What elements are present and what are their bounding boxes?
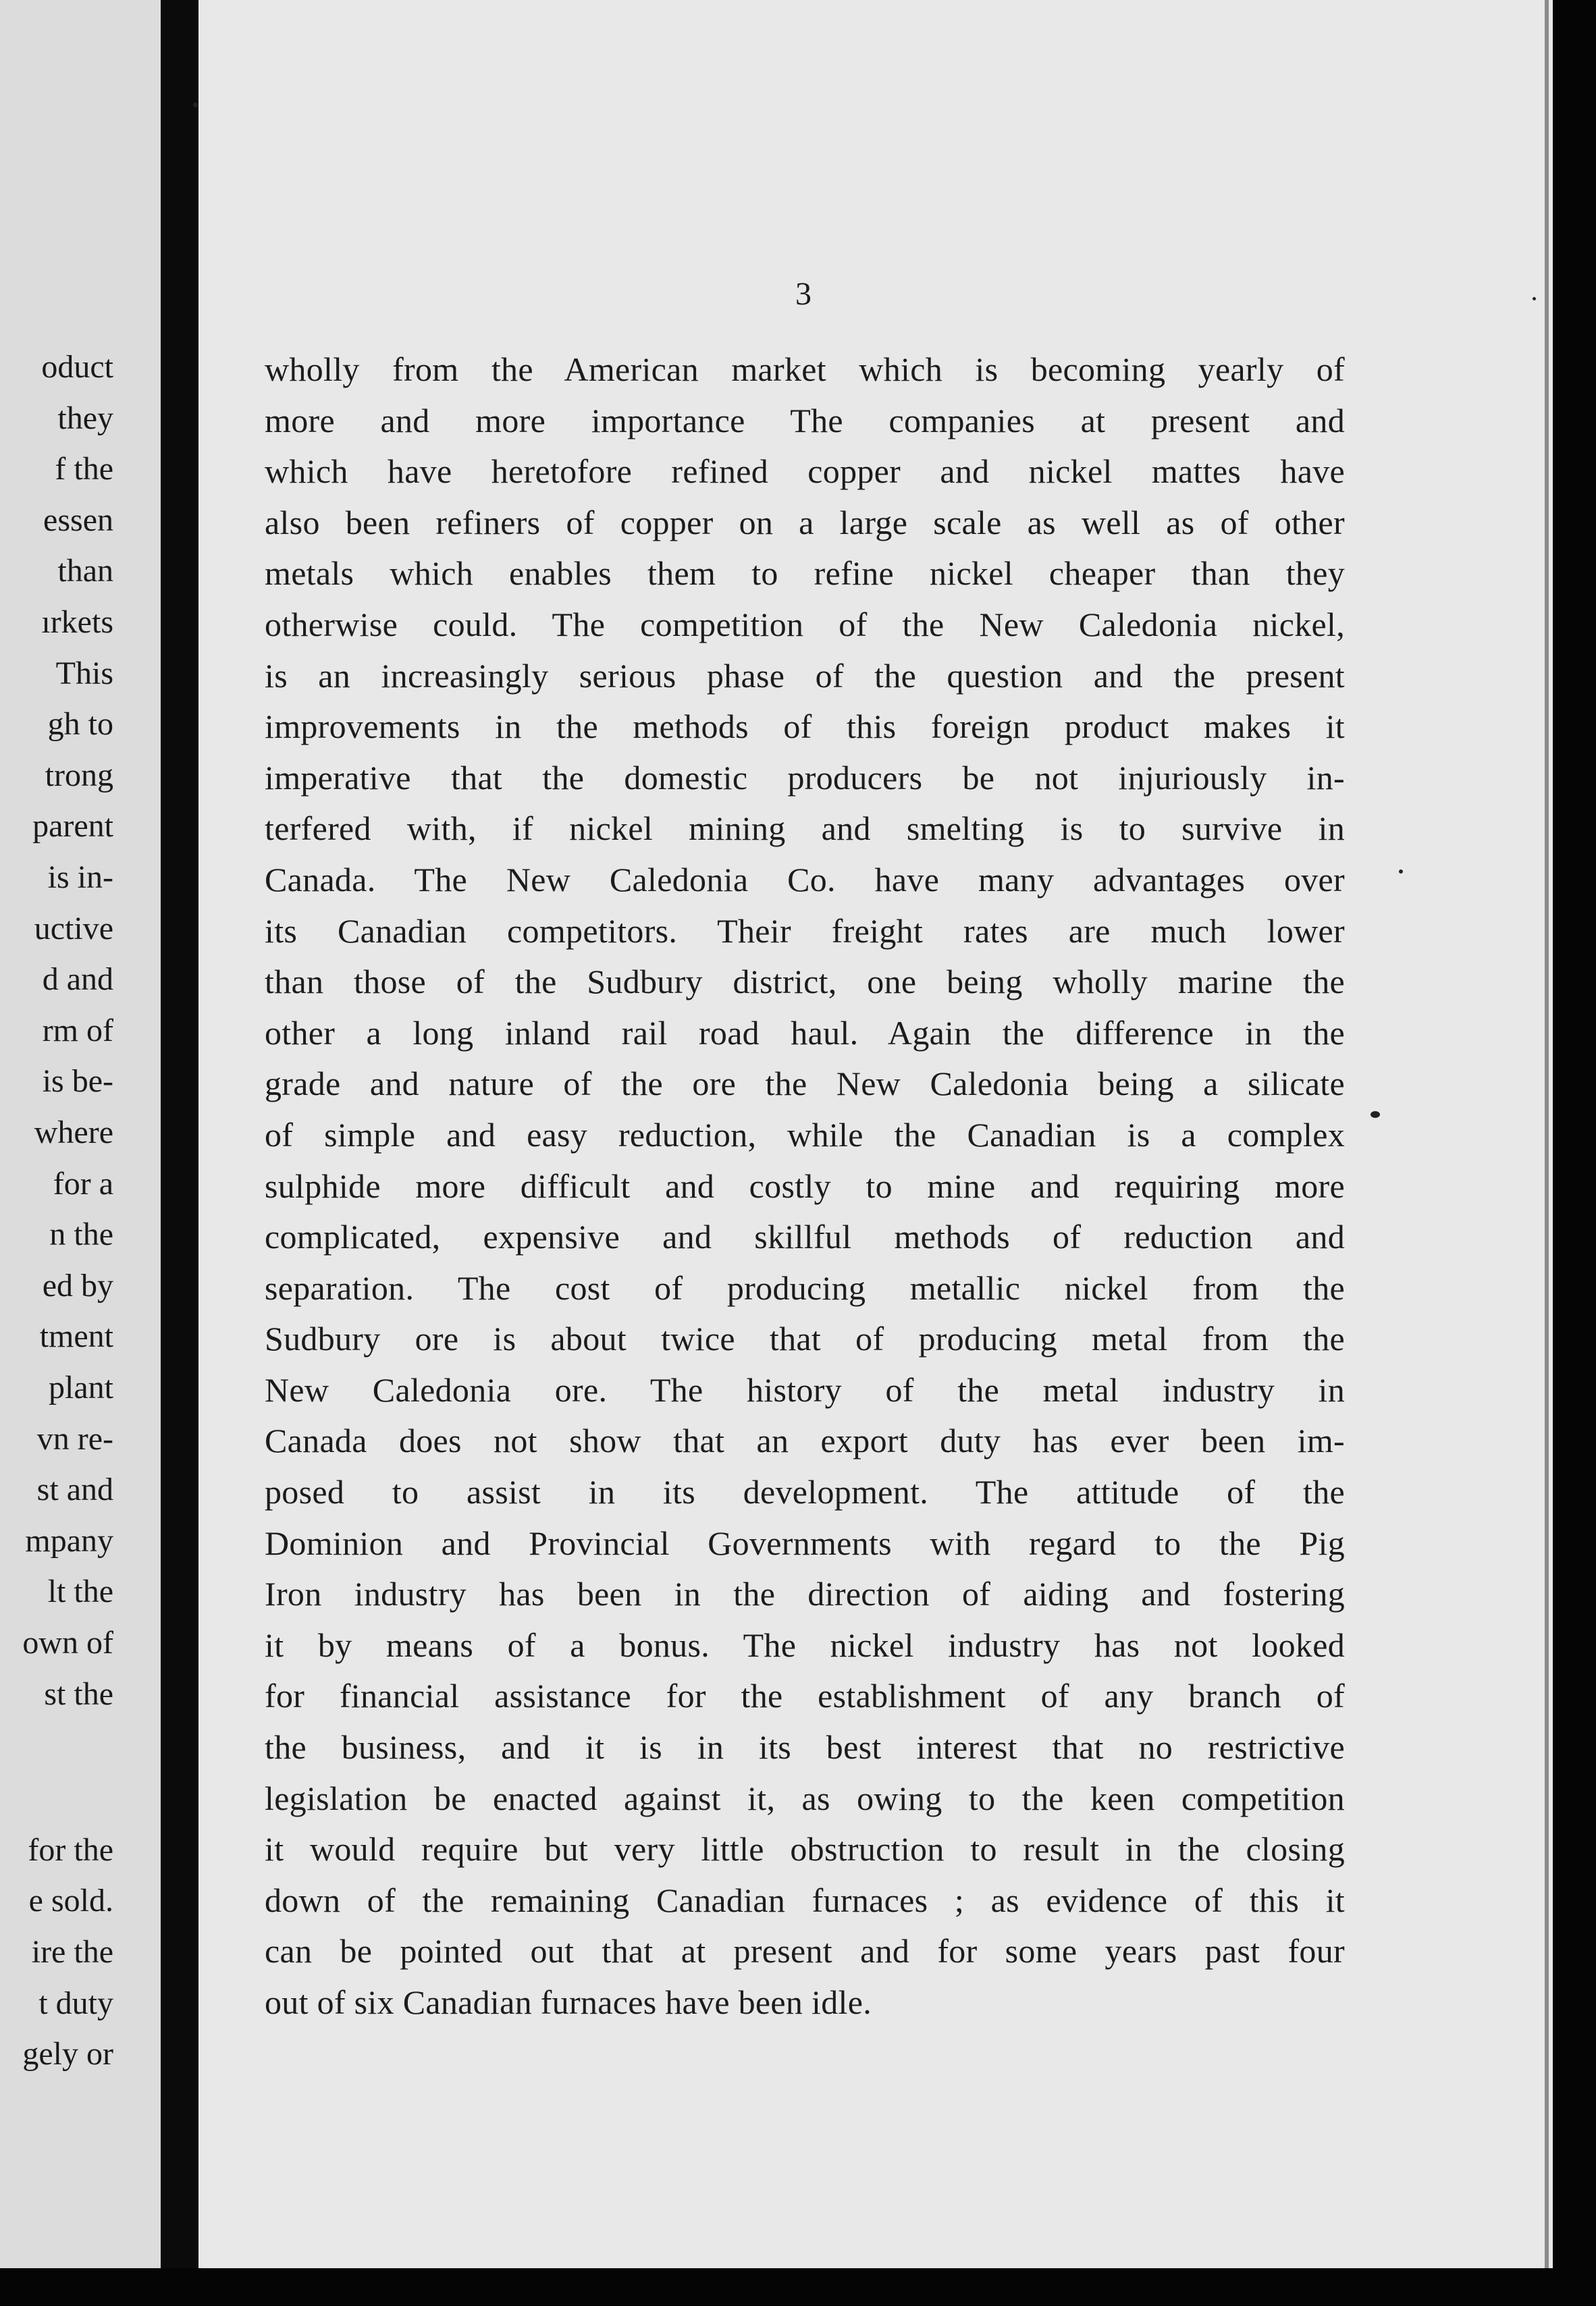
- text-line: wholly from the American market which is becoming yearly of: [265, 350, 1345, 388]
- text-line: legislation be enacted against it, as owing to the keen competition: [265, 1779, 1345, 1817]
- text-line: also been refiners of copper on a large scale as well as of other: [265, 503, 1345, 541]
- text-line: grade and nature of the ore the New Caledonia being a silicate: [265, 1065, 1345, 1103]
- left-page-line: lt the: [47, 1574, 113, 1610]
- text-line: Sudbury ore is about twice that of producing metal from the: [265, 1320, 1345, 1358]
- left-page-line: they: [57, 400, 113, 436]
- text-line: of simple and easy reduction, while the Canadian is a complex: [265, 1115, 1345, 1154]
- left-page-line: essen: [43, 502, 113, 538]
- text-line: more and more importance The companies at present and: [265, 401, 1345, 439]
- text-line: improvements in the methods of this foreign product makes it: [265, 707, 1345, 746]
- left-page-line: n the: [49, 1216, 113, 1253]
- text-line: Canada does not show that an export duty has ever been im-: [265, 1422, 1345, 1460]
- text-line: which have heretofore refined copper and nickel mattes have: [265, 452, 1345, 491]
- left-page-line: uctive: [34, 910, 113, 946]
- left-page-line: plant: [49, 1370, 113, 1405]
- left-page-line: is in-: [47, 859, 113, 895]
- left-page-line: This: [55, 655, 113, 691]
- left-page-line: rm of: [42, 1012, 113, 1048]
- text-line: for financial assistance for the establishment of any branch of: [265, 1677, 1345, 1715]
- left-page-line: mpany: [25, 1522, 113, 1559]
- text-line: is an increasingly serious phase of the question and the present: [265, 656, 1345, 695]
- left-page-line: gh to: [47, 706, 113, 743]
- text-line: otherwise could. The competition of the New Caledonia nickel,: [265, 605, 1345, 643]
- left-page-line: own of: [22, 1625, 113, 1661]
- text-line: terfered with, if nickel mining and smelting is to survive in: [265, 809, 1345, 848]
- text-line: the business, and it is in its best interest that no restrictive: [265, 1728, 1345, 1767]
- text-line: down of the remaining Canadian furnaces ; as evidence of this it: [265, 1881, 1345, 1919]
- scan-speck: [1399, 869, 1403, 874]
- left-page-line: where: [34, 1115, 113, 1150]
- left-page-line: for a: [53, 1165, 113, 1202]
- scan-speck: [1533, 297, 1536, 300]
- left-page-line: st the: [44, 1675, 113, 1712]
- text-line: it would require but very little obstruction to result in the closing: [265, 1830, 1345, 1869]
- left-page-line: vn re-: [36, 1420, 113, 1457]
- left-page-line: than: [57, 553, 113, 589]
- left-page-line: f the: [55, 451, 113, 487]
- left-page-fragment: [0, 0, 161, 2268]
- left-page-line: oduct: [41, 349, 113, 385]
- scan-speck: [193, 103, 198, 107]
- left-page-line: ed by: [42, 1267, 113, 1304]
- left-page-line: e sold.: [28, 1883, 113, 1919]
- left-page-line: trong: [45, 757, 113, 793]
- left-page-line: st and: [36, 1472, 113, 1508]
- text-line: Iron industry has been in the direction of aiding and fostering: [265, 1575, 1345, 1613]
- body-text: [265, 344, 1345, 2029]
- text-line: sulphide more difficult and costly to mine and requiring more: [265, 1167, 1345, 1205]
- page-number: 3: [795, 276, 812, 312]
- page-gutter: [161, 0, 198, 2268]
- left-page-line: ırkets: [41, 604, 113, 640]
- text-line: imperative that the domestic producers be not injuriously in-: [265, 758, 1345, 797]
- text-line: than those of the Sudbury district, one being wholly marine the: [265, 963, 1345, 1001]
- text-line: Canada. The New Caledonia Co. have many advantages over: [265, 860, 1345, 899]
- text-line: metals which enables them to refine nickel cheaper than they: [265, 554, 1345, 593]
- left-page-line: is be-: [42, 1063, 113, 1100]
- text-line: Dominion and Provincial Governments with regard to the Pig: [265, 1524, 1345, 1562]
- left-page-line: d and: [42, 961, 113, 998]
- left-page-line: gely or: [22, 2036, 113, 2072]
- scan-border-bottom: [0, 2268, 1596, 2306]
- text-line: out of six Canadian furnaces have been idle.: [265, 1983, 872, 2021]
- scan-speck: [1371, 1111, 1380, 1118]
- left-page-line: t duty: [38, 1985, 113, 2021]
- scan-border-right: [1553, 0, 1596, 2306]
- text-line: it by means of a bonus. The nickel industry has not looked: [265, 1626, 1345, 1664]
- text-line: can be pointed out that at present and for some years past four: [265, 1932, 1345, 1970]
- left-page-line: parent: [32, 808, 113, 844]
- left-page-line: tment: [39, 1318, 113, 1355]
- text-line: New Caledonia ore. The history of the metal industry in: [265, 1370, 1345, 1409]
- text-line: posed to assist in its development. The attitude of the: [265, 1473, 1345, 1511]
- text-line: separation. The cost of producing metallic nickel from the: [265, 1268, 1345, 1307]
- left-page-line: for the: [28, 1831, 113, 1868]
- text-line: other a long inland rail road haul. Again the difference in the: [265, 1013, 1345, 1052]
- text-line: its Canadian competitors. Their freight rates are much lower: [265, 911, 1345, 950]
- page-edge-rule: [1545, 0, 1549, 2268]
- text-line: complicated, expensive and skillful methods of reduction and: [265, 1218, 1345, 1256]
- left-page-line: ire the: [31, 1934, 113, 1970]
